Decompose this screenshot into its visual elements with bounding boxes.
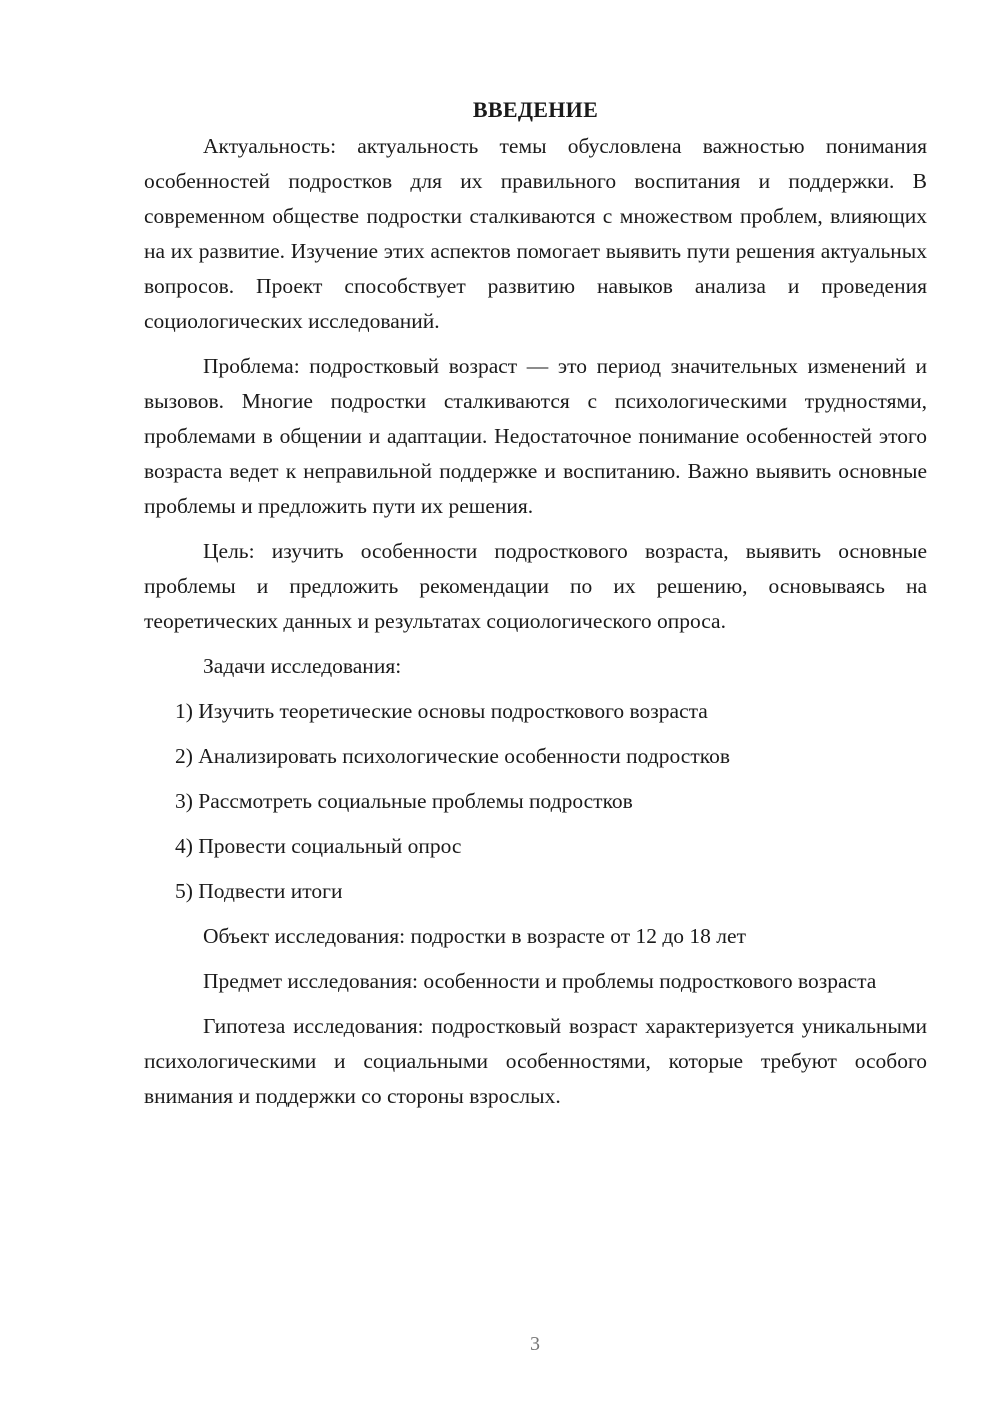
object-paragraph: Объект исследования: подростки в возрасте от 12 до 18 лет	[203, 924, 746, 948]
relevance-paragraph: Актуальность: актуальность темы обусловлена важностью понимания особенностей подростков для их правильного воспитания и поддержки. В современном обществе подростки сталкиваются с множеством проблем, влияющих на их развитие. Изучение этих аспектов помогает выявить пути решения актуальных вопросов. Проект способствует развитию навыков анализа и проведения социологических исследований.	[144, 134, 927, 333]
subject-paragraph: Предмет исследования: особенности и проблемы подросткового возраста	[203, 969, 877, 993]
hypothesis-paragraph: Гипотеза исследования: подростковый возраст характеризуется уникальными психологическими и социальными особенностями, которые требуют особого внимания и поддержки со стороны взрослых.	[144, 1014, 927, 1108]
task-item: 1) Изучить теоретические основы подросткового возраста	[175, 699, 708, 723]
tasks-heading: Задачи исследования:	[203, 654, 402, 678]
page-number: 3	[530, 1333, 540, 1355]
goal-paragraph: Цель: изучить особенности подросткового возраста, выявить основные проблемы и предложить рекомендации по их решению, основываясь на теоретических данных и результатах социологического опроса.	[144, 539, 927, 633]
task-item: 4) Провести социальный опрос	[175, 834, 462, 858]
section-title: ВВЕДЕНИЕ	[472, 97, 599, 122]
task-item: 3) Рассмотреть социальные проблемы подростков	[175, 789, 633, 813]
task-item: 2) Анализировать психологические особенности подростков	[175, 744, 730, 768]
tasks-list	[144, 694, 927, 909]
task-item: 5) Подвести итоги	[175, 879, 343, 903]
page-content	[144, 92, 927, 1124]
problem-paragraph: Проблема: подростковый возраст — это период значительных изменений и вызовов. Многие подростки сталкиваются с психологическими трудностями, проблемами в общении и адаптации. Недостаточное понимание особенностей этого возраста ведет к неправильной поддержке и воспитанию. Важно выявить основные проблемы и предложить пути их решения.	[144, 354, 927, 518]
